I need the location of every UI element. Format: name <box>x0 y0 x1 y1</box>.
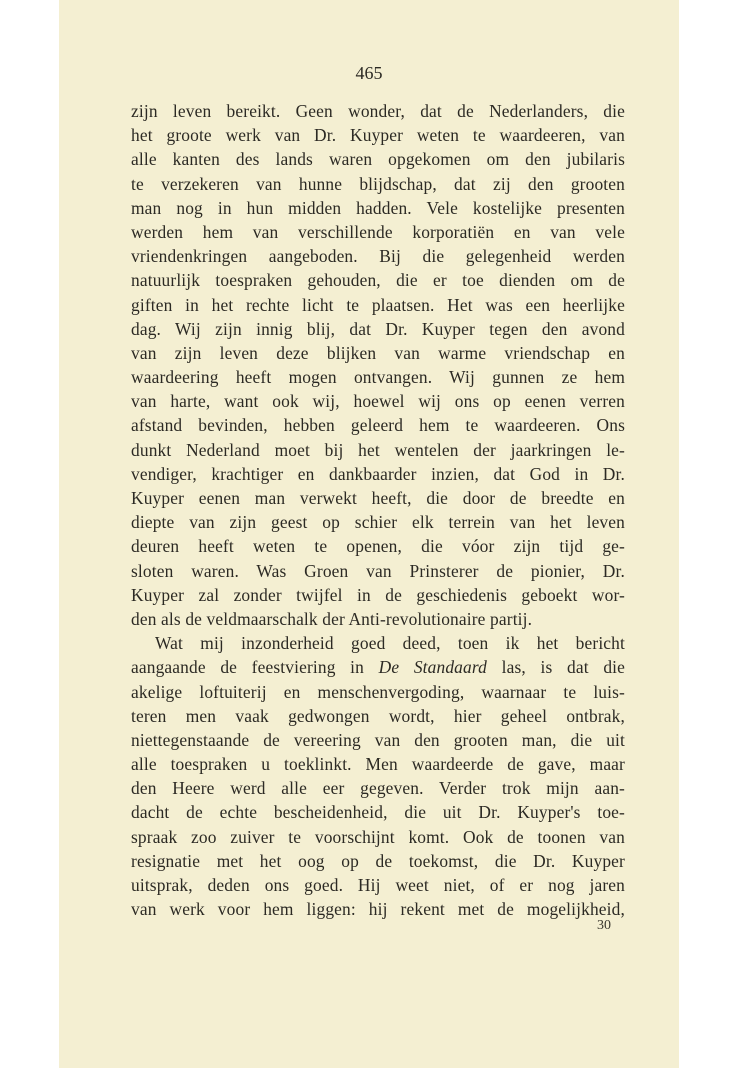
text-line: alle toespraken u toeklinkt. Men waardeerde de gave, maar <box>131 754 625 775</box>
text-line: van zijn leven deze blijken van warme vriendschap en <box>131 342 625 363</box>
text-line: te verzekeren van hunne blijdschap, dat zij den grooten <box>131 173 625 194</box>
text-line: werden hem van verschillende korporatiën en van vele <box>131 221 625 242</box>
text-segment: aangaande de feestviering in <box>131 657 364 678</box>
text-line-with-title <box>131 655 625 679</box>
text-line: dag. Wij zijn innig blij, dat Dr. Kuyper tegen den avond <box>131 318 625 339</box>
text-line: Kuyper eenen man verwekt heeft, die door de breedte en <box>131 488 625 508</box>
text-line: deuren heeft weten te openen, die vóor zijn tijd ge- <box>131 536 625 557</box>
text-line: sloten waren. Was Groen van Prinsterer de pionier, Dr. <box>131 560 625 581</box>
newspaper-title: De Standaard <box>378 657 487 678</box>
text-line: teren men vaak gedwongen wordt, hier geheel ontbrak, <box>131 705 625 726</box>
text-line: dacht de echte bescheidenheid, die uit Dr. Kuyper's toe- <box>131 802 625 823</box>
text-line: dunkt Nederland moet bij het wentelen der jaarkringen le- <box>131 439 625 460</box>
signature-mark: 30 <box>597 918 611 933</box>
text-line: giften in het rechte licht te plaatsen. Het was een heerlijke <box>131 294 625 315</box>
text-line: akelige loftuiterij en menschenvergoding, waarnaar te luis- <box>131 681 625 702</box>
text-line: afstand bevinden, hebben geleerd hem te waardeeren. Ons <box>131 415 625 436</box>
text-line: zijn leven bereikt. Geen wonder, dat de Nederlanders, die <box>131 101 625 121</box>
text-line: Kuyper zal zonder twijfel in de geschiedenis geboekt wor- <box>131 584 625 605</box>
text-line: van harte, want ook wij, hoewel wij ons op eenen verren <box>131 391 625 412</box>
text-line: van werk voor hem liggen: hij rekent met de mogelijkheid, <box>131 899 625 920</box>
page-number: 465 <box>355 63 383 83</box>
text-line: vriendenkringen aangeboden. Bij die gelegenheid werden <box>131 246 625 267</box>
text-line: uitsprak, deden ons goed. Hij weet niet, of er nog jaren <box>131 875 625 895</box>
text-line: man nog in hun midden hadden. Vele kostelijke presenten <box>131 197 625 218</box>
text-line: resignatie met het oog op de toekomst, die Dr. Kuyper <box>131 850 625 871</box>
text-line: spraak zoo zuiver te voorschijnt komt. Ook de toonen van <box>131 826 625 847</box>
text-segment: las, is dat die <box>501 657 626 678</box>
text-line: den Heere werd alle eer gegeven. Verder trok mijn aan- <box>131 778 625 799</box>
text-line: het groote werk van Dr. Kuyper weten te waardeeren, van <box>131 125 625 146</box>
text-line: diepte van zijn geest op schier elk terrein van het leven <box>131 512 625 533</box>
book-page <box>59 0 679 1068</box>
text-line: alle kanten des lands waren opgekomen om den jubilaris <box>131 149 625 170</box>
text-line: vendiger, krachtiger en dankbaarder inzien, dat God in Dr. <box>131 463 625 484</box>
text-body <box>131 99 625 921</box>
text-line: natuurlijk toespraken gehouden, die er toe dienden om de <box>131 270 625 291</box>
text-line: niettegenstaande de vereering van den grooten man, die uit <box>131 729 625 750</box>
text-line: Wat mij inzonderheid goed deed, toen ik het bericht <box>155 633 625 654</box>
text-line: den als de veldmaarschalk der Anti-revolutionaire partij. <box>131 608 533 629</box>
text-line: waardeering heeft mogen ontvangen. Wij gunnen ze hem <box>131 367 625 388</box>
